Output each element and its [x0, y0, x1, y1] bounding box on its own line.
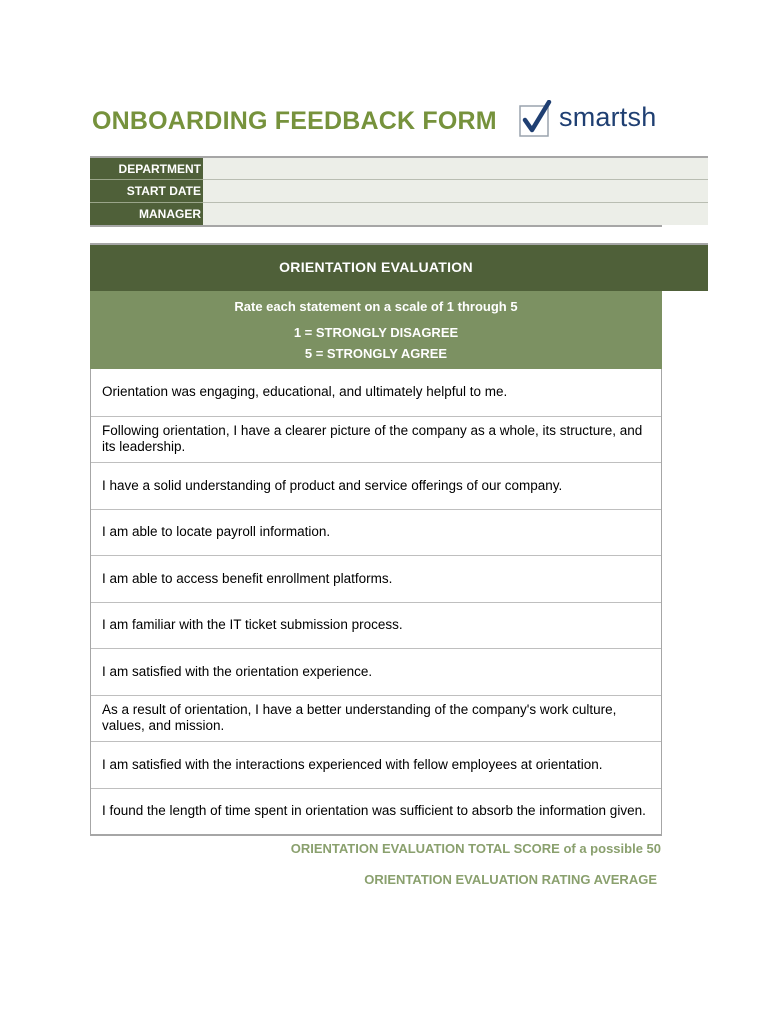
total-score-label: ORIENTATION EVALUATION TOTAL SCORE of a possible 50 — [290, 841, 661, 856]
smartsheet-logo — [518, 98, 663, 142]
start-date-field[interactable] — [203, 179, 708, 202]
checkmark-logo-icon — [518, 100, 554, 138]
statement-row: Orientation was engaging, educational, and ultimately helpful to me. — [102, 384, 508, 400]
statement-row: I am satisfied with the interactions experienced with fellow employees at orientation. — [91, 741, 661, 788]
rating-average-label: ORIENTATION EVALUATION RATING AVERAGE — [364, 872, 657, 887]
statement-row: I am familiar with the IT ticket submission process. — [91, 602, 661, 649]
info-row-department — [90, 156, 708, 179]
scale-low-label: 1 = STRONGLY DISAGREE — [293, 325, 459, 340]
statement-row: I am able to access benefit enrollment platforms. — [91, 555, 661, 602]
statement-row: I found the length of time spent in orientation was sufficient to absorb the information given. — [91, 788, 661, 835]
start-date-label: START DATE — [90, 179, 203, 202]
rating-scale-legend — [90, 291, 662, 369]
statement-row: As a result of orientation, I have a better understanding of the company's work culture, values, and mission. — [91, 695, 661, 742]
evaluation-section-header — [90, 243, 708, 291]
statement-list — [90, 369, 662, 836]
manager-label: MANAGER — [90, 202, 203, 225]
form-title: ONBOARDING FEEDBACK FORM — [92, 107, 497, 135]
department-field[interactable] — [203, 156, 708, 179]
info-row-manager — [90, 202, 708, 225]
scale-high-label: 5 = STRONGLY AGREE — [304, 346, 448, 361]
manager-field[interactable] — [203, 202, 708, 225]
statement-row: I am able to locate payroll information. — [91, 509, 661, 556]
logo-wordmark: smartsh — [559, 102, 657, 132]
info-row-start-date — [90, 179, 708, 202]
statement-row: Following orientation, I have a clearer picture of the company as a whole, its structure, and its leadership. — [91, 416, 661, 463]
evaluation-title: ORIENTATION EVALUATION — [279, 259, 473, 275]
employee-info-table — [90, 156, 708, 227]
department-label: DEPARTMENT — [90, 156, 203, 179]
statement-row: I am satisfied with the orientation experience. — [91, 648, 661, 695]
statement-row: I have a solid understanding of product and service offerings of our company. — [91, 462, 661, 509]
rating-instruction: Rate each statement on a scale of 1 through 5 — [234, 299, 518, 314]
